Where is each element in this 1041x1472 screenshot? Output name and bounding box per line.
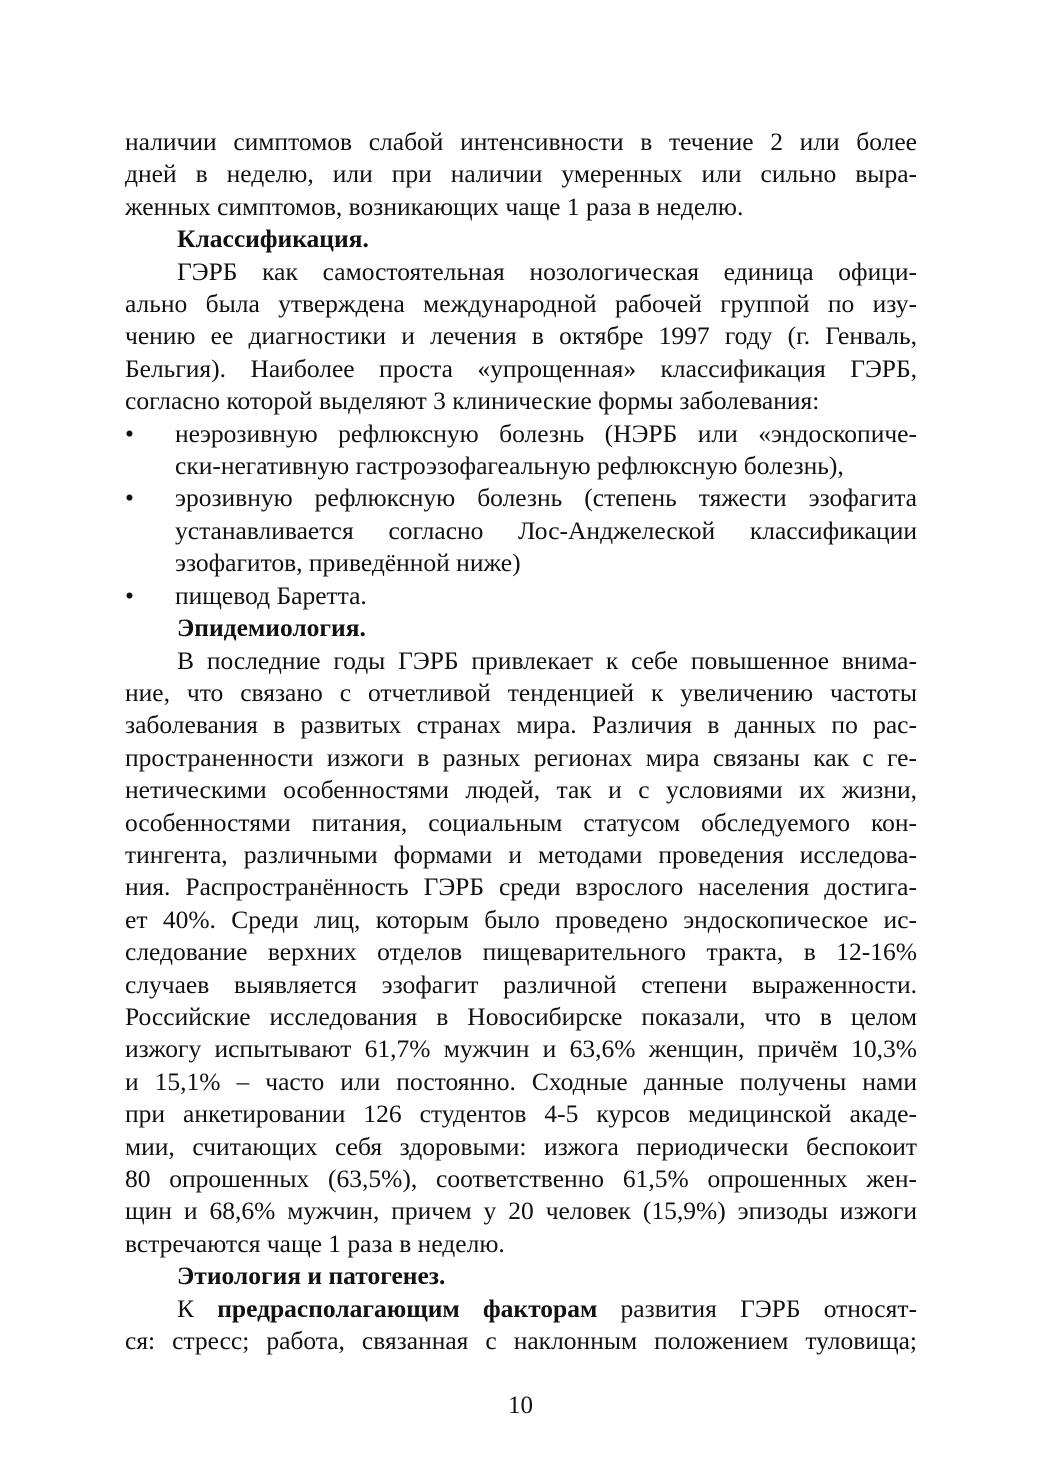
list-item: [125, 580, 917, 612]
text-line: ально была утверждена международной рабочей группой по изу-: [125, 289, 917, 319]
text-line: пространенности изжоги в разных регионах мира связаны как с ге-: [125, 742, 917, 772]
text-body: [125, 126, 917, 1357]
text-line: мии, считающих себя здоровыми: изжога периодически беспокоит: [125, 1131, 917, 1161]
text-line: щин и 68,6% мужчин, причем у 20 человек (15,9%) эпизоды изжоги: [125, 1196, 917, 1226]
text-line: ет 40%. Среди лиц, которым было проведено эндоскопическое ис-: [125, 904, 917, 934]
text-line: встречаются чаще 1 раза в неделю.: [125, 1228, 505, 1258]
section-heading-epidemiology: Эпидемиология.: [177, 613, 366, 643]
page-number: 10: [508, 1392, 533, 1419]
text-line: согласно которой выделяют 3 клинические формы заболевания:: [125, 386, 820, 416]
text-line: чению ее диагностики и лечения в октябре 1997 году (г. Генваль,: [125, 321, 917, 351]
text-line: пищевод Баретта.: [175, 580, 367, 610]
text-line: заболевания в развитых странах мира. Различия в данных по рас-: [125, 710, 917, 740]
text-run: развития ГЭРБ относят-: [597, 1293, 917, 1323]
text-line: Бельгия). Наиболее проста «упрощенная» классификация ГЭРБ,: [125, 353, 917, 383]
text-line: дней в неделю, или при наличии умеренных или сильно выра-: [125, 159, 917, 189]
paragraph-classification: [125, 256, 917, 418]
paragraph-symptoms-continuation: [125, 126, 917, 223]
text-line: особенностями питания, социальным статусом обследуемого кон-: [125, 807, 917, 837]
text-line: ния. Распространённость ГЭРБ среди взрослого населения достига-: [125, 872, 917, 902]
list-item: [125, 482, 917, 579]
paragraph-epidemiology: [125, 645, 917, 1261]
text-line: ся: стресс; работа, связанная с наклонным положением туловища;: [125, 1326, 917, 1356]
text-line: женных симптомов, возникающих чаще 1 раза в неделю.: [125, 191, 744, 221]
section-heading-classification: Классификация.: [177, 224, 369, 254]
text-line: наличии симптомов слабой интенсивности в течение 2 или более: [125, 127, 917, 156]
bullet-marker: •: [125, 580, 134, 610]
text-line: случаев выявляется эзофагит различной степени выраженности.: [125, 969, 917, 999]
bullet-marker: •: [125, 483, 134, 513]
section-heading-etiology: Этиология и патогенез.: [177, 1261, 446, 1291]
text-line: Российские исследования в Новосибирске показали, что в целом: [125, 1001, 917, 1031]
text-line: эрозивную рефлюксную болезнь (степень тяжести эзофагита: [175, 483, 917, 513]
text-run: К: [177, 1293, 218, 1323]
bullet-marker: •: [125, 418, 134, 448]
emphasis-predisposing-factors: предрасполагающим факторам: [217, 1293, 598, 1323]
text-line: эзофагитов, приведённой ниже): [175, 548, 521, 578]
text-line: при анкетировании 126 студентов 4-5 курсов медицинской акаде-: [125, 1099, 917, 1129]
text-line: нетическими особенностями людей, так и с условиями их жизни,: [125, 775, 917, 805]
text-line: изжогу испытывают 61,7% мужчин и 63,6% женщин, причём 10,3%: [125, 1034, 917, 1064]
list-item: [125, 418, 917, 483]
text-line: неэрозивную рефлюксную болезнь (НЭРБ или «эндоскопиче-: [175, 418, 917, 448]
text-line: 80 опрошенных (63,5%), соответственно 61,5% опрошенных жен-: [125, 1164, 917, 1193]
text-line: и 15,1% – часто или постоянно. Сходные данные получены нами: [125, 1066, 917, 1096]
text-line: устанавливается согласно Лос-Анджелеской классификации: [175, 515, 917, 545]
paragraph-etiology: [125, 1293, 917, 1358]
clinical-forms-list: [125, 418, 917, 612]
text-line: ски-негативную гастроэзофагеальную рефлюксную болезнь),: [175, 451, 844, 481]
text-line: ние, что связано с отчетливой тенденцией к увеличению частоты: [125, 677, 917, 707]
text-line: следование верхних отделов пищеварительного тракта, в 12-16%: [125, 937, 917, 967]
text-line-mixed: [125, 1293, 917, 1325]
text-line: ГЭРБ как самостоятельная нозологическая единица офици-: [177, 256, 917, 286]
text-line: тингента, различными формами и методами проведения исследова-: [125, 839, 917, 869]
text-line: В последние годы ГЭРБ привлекает к себе повышенное внима-: [177, 645, 917, 675]
